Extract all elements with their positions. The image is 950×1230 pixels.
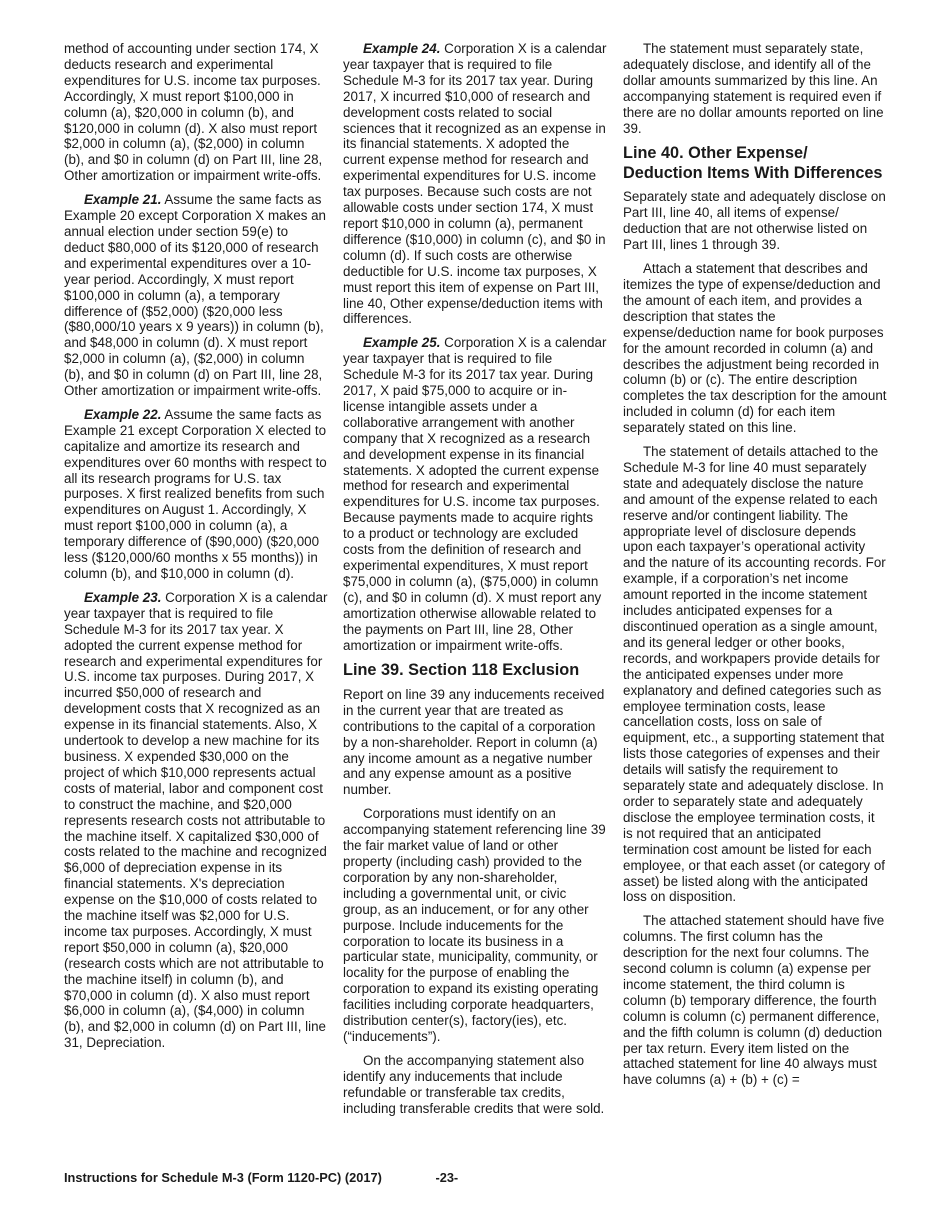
example-label: Example 22. — [84, 406, 162, 422]
page-number: -23- — [435, 1170, 459, 1185]
paragraph: The attached statement should have five columns. The first column has the description for the next four columns. The second column is column (a) expense per income statement, the third column is column (b) temporary difference, the fourth column is column (c) permanent difference, and the fifth column is column (d) deduction per tax return. Every item listed on the attached statement for line 40 always must have columns (a) + (b) + (c) = — [623, 913, 885, 1088]
example-label: Example 25. — [363, 335, 441, 351]
footer-title: Instructions for Schedule M-3 (Form 1120-PC) (2017) — [64, 1170, 382, 1185]
example-paragraph — [64, 192, 328, 399]
paragraph: The statement of details attached to the Schedule M-3 for line 40 must separately state and adequately disclose the nature and amount of the expense related to each reserve and/or contingent liability. The appropriate level of disclosure depends upon each taxpayer’s operational activity and the nature of its accounting records. For example, if a corporation’s net income amount reported in the income statement includes anticipated expenses for a discontinued operation as a single amount, and its general ledger or other books, records, and workpapers provide details for the anticipated expenses under more explanatory and defined categories such as employee termination costs, lease cancellation costs, loss on sale of equipment, etc., a supporting statement that lists those categories of expenses and their details will satisfy the requirement to separately state and adequately disclose. In order to separately state and adequately disclose the employee termination costs, it is not required that an anticipated termination cost amount be listed for each employee, or that each asset (or category of asset) be listed along with the anticipated loss on disposition. — [623, 444, 886, 905]
example-label: Example 23. — [84, 589, 162, 605]
column-middle — [343, 41, 607, 1125]
example-text: Assume the same facts as Example 20 except Corporation X makes an annual election under section 59(e) to deduct $80,000 of its $120,000 of research and experimental expenditures over a 10-year period. Accordingly, X must report $100,000 in column (a), a temporary difference of ($52,000) ($20,000 less ($80,000/10 years x 9 years)) in column (b), and $48,000 in column (d). X must report $2,000 in column (a), ($2,000) in column (b), and $0 in column (d) on Part III, line 28, Other amortization or impairment write-offs. — [64, 192, 327, 399]
example-text: Assume the same facts as Example 21 except Corporation X elected to capitalize and amortize its research and expenditures over 60 months with respect to all its research programs for U.S. tax purposes. X first realized benefits from such expenditures on August 1. Accordingly, X must report $100,000 in column (a), a temporary difference of ($90,000) ($20,000 less ($120,000/60 months x 55 months)) in column (b), and $10,000 in column (d). — [64, 406, 327, 581]
column-left — [64, 41, 328, 1059]
paragraph: Report on line 39 any inducements received in the current year that are treated as contributions to the capital of a corporation by a non-shareholder. Report in column (a) any income amount as a negative number and any expense amount as a positive number. — [343, 686, 605, 798]
paragraph: The statement must separately state, adequately disclose, and identify all of the dollar amounts summarized by this line. An accompanying statement is required even if there are no dollar amounts reported on line 39. — [623, 41, 884, 136]
paragraph: method of accounting under section 174, X deducts research and experimental expenditures for U.S. income tax purposes. Accordingly, X must report $100,000 in column (a), $20,000 in column (b), and $120,000 in column (d). X also must report $2,000 in column (a), ($2,000) in column (b), and $0 in column (d) on Part III, line 28, Other amortization or impairment write-offs. — [64, 41, 323, 184]
paragraph: Separately state and adequately disclose on Part III, line 40, all items of expense/ deduction that are not otherwise listed on Part III, lines 1 through 39. — [623, 189, 886, 253]
section-heading: Line 40. Other Expense/ Deduction Items With Differences — [623, 144, 883, 182]
page-footer — [64, 1170, 458, 1185]
paragraph: Attach a statement that describes and itemizes the type of expense/deduction and the amount of each item, and provides a description that states the expense/deduction name for book purposes for the amount recorded in column (a) and describes the adjustment being recorded in column (b) or (c). The entire description completes the tax description for the amount included in column (d) for each item separately stated on this line. — [623, 261, 887, 436]
column-right — [623, 41, 887, 1096]
paragraph: On the accompanying statement also identify any inducements that include refundable or transferable tax credits, including transferable credits that were sold. — [343, 1052, 605, 1116]
example-label: Example 21. — [84, 192, 162, 208]
paragraph: Corporations must identify on an accompanying statement referencing line 39 the fair market value of land or other property (including cash) provided to the corporation by any non-shareholder, including a governmental unit, or civic group, as an inducement, or for any other purpose. Include inducements for the corporation to locate its business in a particular state, municipality, community, or locality for the purpose of enabling the corporation to expand its existing operating facilities including corporate headquarters, distribution center(s), factory(ies), etc. (“inducements”). — [343, 806, 606, 1044]
section-heading: Line 39. Section 118 Exclusion — [343, 661, 580, 680]
example-text: Corporation X is a calendar year taxpayer that is required to file Schedule M-3 for its 2017 tax year. During 2017, X paid $75,000 to acquire or in-license intangible assets under a collaborative arrangement with another company that X recognized as a research and development expense in its financial statements. X adopted the current expense method for research and experimental expenditures for U.S. income tax purposes. Because payments made to acquire rights to a product or technology are excluded costs from the definition of research and experimental expenditures, X must report $75,000 in column (a), ($75,000) in column (c), and $0 in column (d). X must report any amortization otherwise allowable related to the payments on Part III, line 28, Other amortization or impairment write-offs. — [343, 335, 607, 653]
example-label: Example 24. — [363, 41, 441, 56]
example-text: Corporation X is a calendar year taxpayer that is required to file Schedule M-3 for its 2017 tax year. X adopted the current expense method for research and experimental expenditures for U.S. income tax purposes. During 2017, X incurred $50,000 of research and development costs that X recognized as an expense in its financial statements. Also, X undertook to develop a new machine for its business. X expended $30,000 on the project of which $10,000 represents actual costs of material, labor and component cost to construct the machine, and $20,000 represents research costs not attributable to the machine itself. X capitalized $30,000 of costs related to the machine and recognized $6,000 of depreciation expense in its financial statements. X's depreciation expense on the $10,000 of costs related to the machine itself was $2,000 for U.S. income tax purposes. Accordingly, X must report $50,000 in column (a), $20,000 (research costs which are not attributable to the machine itself) in column (b), and $70,000 in column (d). X also must report $6,000 in column (a), ($4,000) in column (b), and $2,000 in column (d) on Part III, line 31, Depreciation. — [64, 589, 328, 1051]
example-text: Corporation X is a calendar year taxpayer that is required to file Schedule M-3 for its 2017 tax year. During 2017, X incurred $10,000 of research and development costs related to social sciences that it recognized as an expense in its financial statements. X adopted the current expense method for research and experimental expenditures for U.S. income tax purposes. Because such costs are not allowable costs under section 174, X must report $10,000 in column (a), permanent difference ($10,000) in column (c), and $0 in column (d). If such costs are otherwise deductible for U.S. income tax purposes, X must report this item of expense on Part III, line 40, Other expense/deduction items with differences. — [343, 41, 607, 327]
example-paragraph — [64, 407, 328, 582]
example-paragraph — [343, 335, 607, 653]
example-paragraph — [343, 41, 607, 327]
example-paragraph — [64, 590, 328, 1051]
